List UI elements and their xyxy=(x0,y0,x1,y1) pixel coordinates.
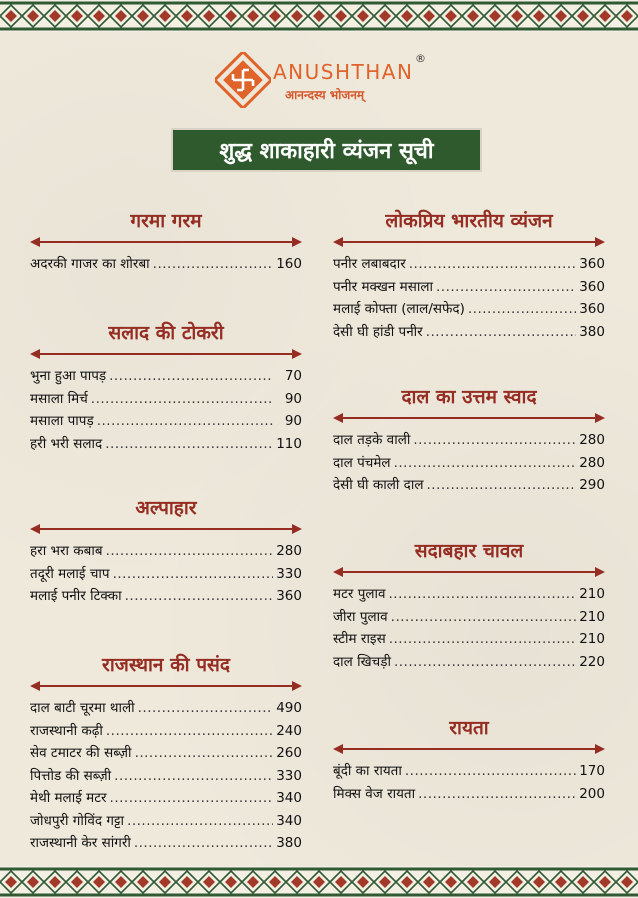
menu-item xyxy=(333,254,605,277)
section-title: सलाद की टोकरी xyxy=(108,322,224,344)
menu-item xyxy=(30,389,302,412)
menu-item-price: 360 xyxy=(579,278,605,295)
menu-item-price: 210 xyxy=(579,608,605,625)
dot-leader xyxy=(105,436,273,452)
menu-item xyxy=(30,721,302,744)
menu-item-price: 360 xyxy=(579,256,605,272)
menu-item xyxy=(30,811,302,834)
menu-item xyxy=(30,743,302,766)
menu-item-price: 380 xyxy=(276,835,302,851)
menu-item-name: दाल तड़के वाली xyxy=(333,432,411,448)
dot-leader xyxy=(391,609,576,625)
section-title: राजस्थान की पसंद xyxy=(102,654,230,676)
dot-leader xyxy=(125,588,273,604)
menu-item-list xyxy=(30,698,302,856)
menu-item-name: मलाई पनीर टिक्का xyxy=(30,588,122,604)
menu-item xyxy=(30,586,302,609)
section-title: लोकप्रिय भारतीय व्यंजन xyxy=(385,210,553,232)
section-title: दाल का उत्तम स्वाद xyxy=(401,386,537,408)
menu-item-name: दाल पंचमेल xyxy=(333,454,391,471)
menu-item-price: 210 xyxy=(579,586,605,602)
menu-item-price: 220 xyxy=(579,653,605,670)
menu-item-list xyxy=(333,430,605,498)
menu-item-name: दाल बाटी चूरमा थाली xyxy=(30,700,135,716)
menu-title-banner: शुद्ध शाकाहारी व्यंजन सूची xyxy=(171,128,482,172)
menu-item xyxy=(30,254,302,277)
dot-leader xyxy=(394,455,576,471)
dot-leader xyxy=(405,763,576,779)
dot-leader xyxy=(109,368,273,384)
brand-tagline: आनन्दस्य भोजनम् xyxy=(285,88,365,102)
menu-item xyxy=(333,629,605,652)
menu-item-price: 280 xyxy=(579,454,605,471)
menu-item-name: बूंदी का रायता xyxy=(333,763,402,779)
dot-leader xyxy=(134,835,273,851)
menu-item-price: 90 xyxy=(284,413,302,429)
dot-leader xyxy=(409,256,576,272)
menu-item-name: भुना हुआ पापड़ xyxy=(30,368,107,384)
menu-item xyxy=(333,430,605,453)
menu-item-name: जीरा पुलाव xyxy=(333,608,388,625)
menu-item-name: जोधपुरी गोविंद गट्टा xyxy=(30,812,125,829)
dot-leader xyxy=(91,391,273,407)
menu-item xyxy=(333,277,605,300)
swastik-logo-icon xyxy=(215,52,271,108)
menu-item-price: 240 xyxy=(276,722,302,739)
menu-item-name: मेथी मलाई मटर xyxy=(30,790,107,806)
dot-leader xyxy=(106,723,273,739)
border-pattern xyxy=(0,0,638,32)
dot-leader xyxy=(413,432,576,448)
section-divider-arrow xyxy=(333,566,605,578)
menu-item-list xyxy=(333,254,605,344)
section-chawal xyxy=(333,538,605,674)
menu-item-name: सेव टमाटर की सब्ज़ी xyxy=(30,745,132,761)
dot-leader xyxy=(97,413,273,429)
brand-name: ANUSHTHAN xyxy=(273,60,414,84)
section-divider-arrow xyxy=(333,412,605,424)
menu-item-name: अदरकी गाजर का शोरबा xyxy=(30,256,150,272)
section-divider-arrow xyxy=(333,743,605,755)
menu-item-name: स्टीम राइस xyxy=(333,631,386,647)
dot-leader xyxy=(106,543,273,559)
section-raita xyxy=(333,715,605,806)
dot-leader xyxy=(113,566,273,582)
menu-item-price: 340 xyxy=(276,812,302,829)
menu-item-name: मसाला पापड़ xyxy=(30,413,94,429)
section-divider-arrow xyxy=(333,236,605,248)
menu-item-price: 340 xyxy=(276,790,302,806)
dot-leader xyxy=(135,745,273,761)
section-title: रायता xyxy=(449,717,489,739)
brand-logo xyxy=(215,52,435,110)
section-divider-arrow xyxy=(30,236,302,248)
dot-leader xyxy=(468,301,576,317)
dot-leader xyxy=(138,700,273,716)
menu-item xyxy=(333,475,605,498)
menu-item-price: 90 xyxy=(284,390,302,407)
menu-item-name: हरा भरा कबाब xyxy=(30,543,103,559)
menu-item-list xyxy=(30,254,302,277)
menu-item-price: 280 xyxy=(276,543,302,559)
menu-item xyxy=(30,366,302,389)
section-divider-arrow xyxy=(30,680,302,692)
section-title: सदाबहार चावल xyxy=(414,540,524,562)
menu-item-name: हरी भरी सलाद xyxy=(30,435,103,452)
menu-item-price: 360 xyxy=(276,588,302,604)
dot-leader xyxy=(436,279,576,295)
menu-item-name: पित्तोड की सब्ज़ी xyxy=(30,767,112,784)
menu-item-price: 280 xyxy=(579,432,605,448)
menu-item-name: देसी घी हांडी पनीर xyxy=(333,323,423,340)
dot-leader xyxy=(127,813,273,829)
dot-leader xyxy=(394,654,576,670)
section-rajasthan xyxy=(30,652,302,856)
menu-item-price: 170 xyxy=(579,763,605,779)
menu-item-price: 200 xyxy=(579,785,605,802)
menu-item-price: 160 xyxy=(276,256,302,272)
menu-item-name: मटर पुलाव xyxy=(333,586,386,602)
menu-item xyxy=(333,299,605,322)
menu-item xyxy=(333,453,605,476)
dot-leader xyxy=(110,790,273,806)
menu-item xyxy=(333,584,605,607)
menu-item-price: 330 xyxy=(276,565,302,582)
menu-item-price: 380 xyxy=(579,323,605,340)
section-alpahar xyxy=(30,495,302,609)
dot-leader xyxy=(114,768,273,784)
section-lokpriya xyxy=(333,208,605,344)
section-dal xyxy=(333,384,605,498)
menu-item-name: मलाई कोफ्ता (लाल/सफेद) xyxy=(333,301,465,317)
registered-mark: ® xyxy=(415,52,426,65)
menu-item-price: 110 xyxy=(276,435,302,452)
menu-item xyxy=(30,541,302,564)
dot-leader xyxy=(418,786,576,802)
menu-item-list xyxy=(30,366,302,456)
menu-item xyxy=(30,833,302,856)
menu-item xyxy=(30,411,302,434)
menu-item-price: 330 xyxy=(276,767,302,784)
menu-item-list xyxy=(333,584,605,674)
menu-item-price: 210 xyxy=(579,631,605,647)
menu-item-price: 490 xyxy=(276,700,302,716)
menu-item-price: 290 xyxy=(579,477,605,493)
menu-item-name: पनीर लबाबदार xyxy=(333,256,406,272)
menu-item-list xyxy=(30,541,302,609)
top-decorative-border xyxy=(0,0,638,32)
dot-leader xyxy=(389,586,576,602)
menu-item-price: 360 xyxy=(579,301,605,317)
menu-item xyxy=(30,788,302,811)
dot-leader xyxy=(153,256,273,272)
menu-item-name: राजस्थानी केर सांगरी xyxy=(30,835,131,851)
menu-item-name: तदूरी मलाई चाप xyxy=(30,565,110,582)
dot-leader xyxy=(426,324,576,340)
section-salad xyxy=(30,320,302,456)
menu-item xyxy=(333,652,605,675)
section-divider-arrow xyxy=(30,523,302,535)
menu-item-price: 260 xyxy=(276,745,302,761)
menu-item-name: मिक्स वेज रायता xyxy=(333,785,416,802)
menu-item xyxy=(30,766,302,789)
menu-item xyxy=(333,784,605,807)
menu-item xyxy=(333,607,605,630)
dot-leader xyxy=(426,477,576,493)
menu-item xyxy=(333,322,605,345)
menu-item-name: मसाला मिर्च xyxy=(30,390,88,407)
menu-item xyxy=(30,434,302,457)
menu-item-name: पनीर मक्खन मसाला xyxy=(333,278,433,295)
bottom-decorative-border xyxy=(0,866,638,898)
dot-leader xyxy=(389,631,576,647)
menu-item-name: देसी घी काली दाल xyxy=(333,477,424,493)
menu-item-name: राजस्थानी कढ़ी xyxy=(30,722,103,739)
border-pattern xyxy=(0,866,638,898)
section-title: गरमा गरम xyxy=(130,210,202,232)
menu-item xyxy=(30,564,302,587)
menu-item xyxy=(30,698,302,721)
menu-item-price: 70 xyxy=(284,368,302,384)
section-title: अल्पाहार xyxy=(135,497,197,519)
section-divider-arrow xyxy=(30,348,302,360)
menu-item-name: दाल खिचड़ी xyxy=(333,653,391,670)
menu-item-list xyxy=(333,761,605,806)
menu-item xyxy=(333,761,605,784)
section-garma-garam xyxy=(30,208,302,277)
